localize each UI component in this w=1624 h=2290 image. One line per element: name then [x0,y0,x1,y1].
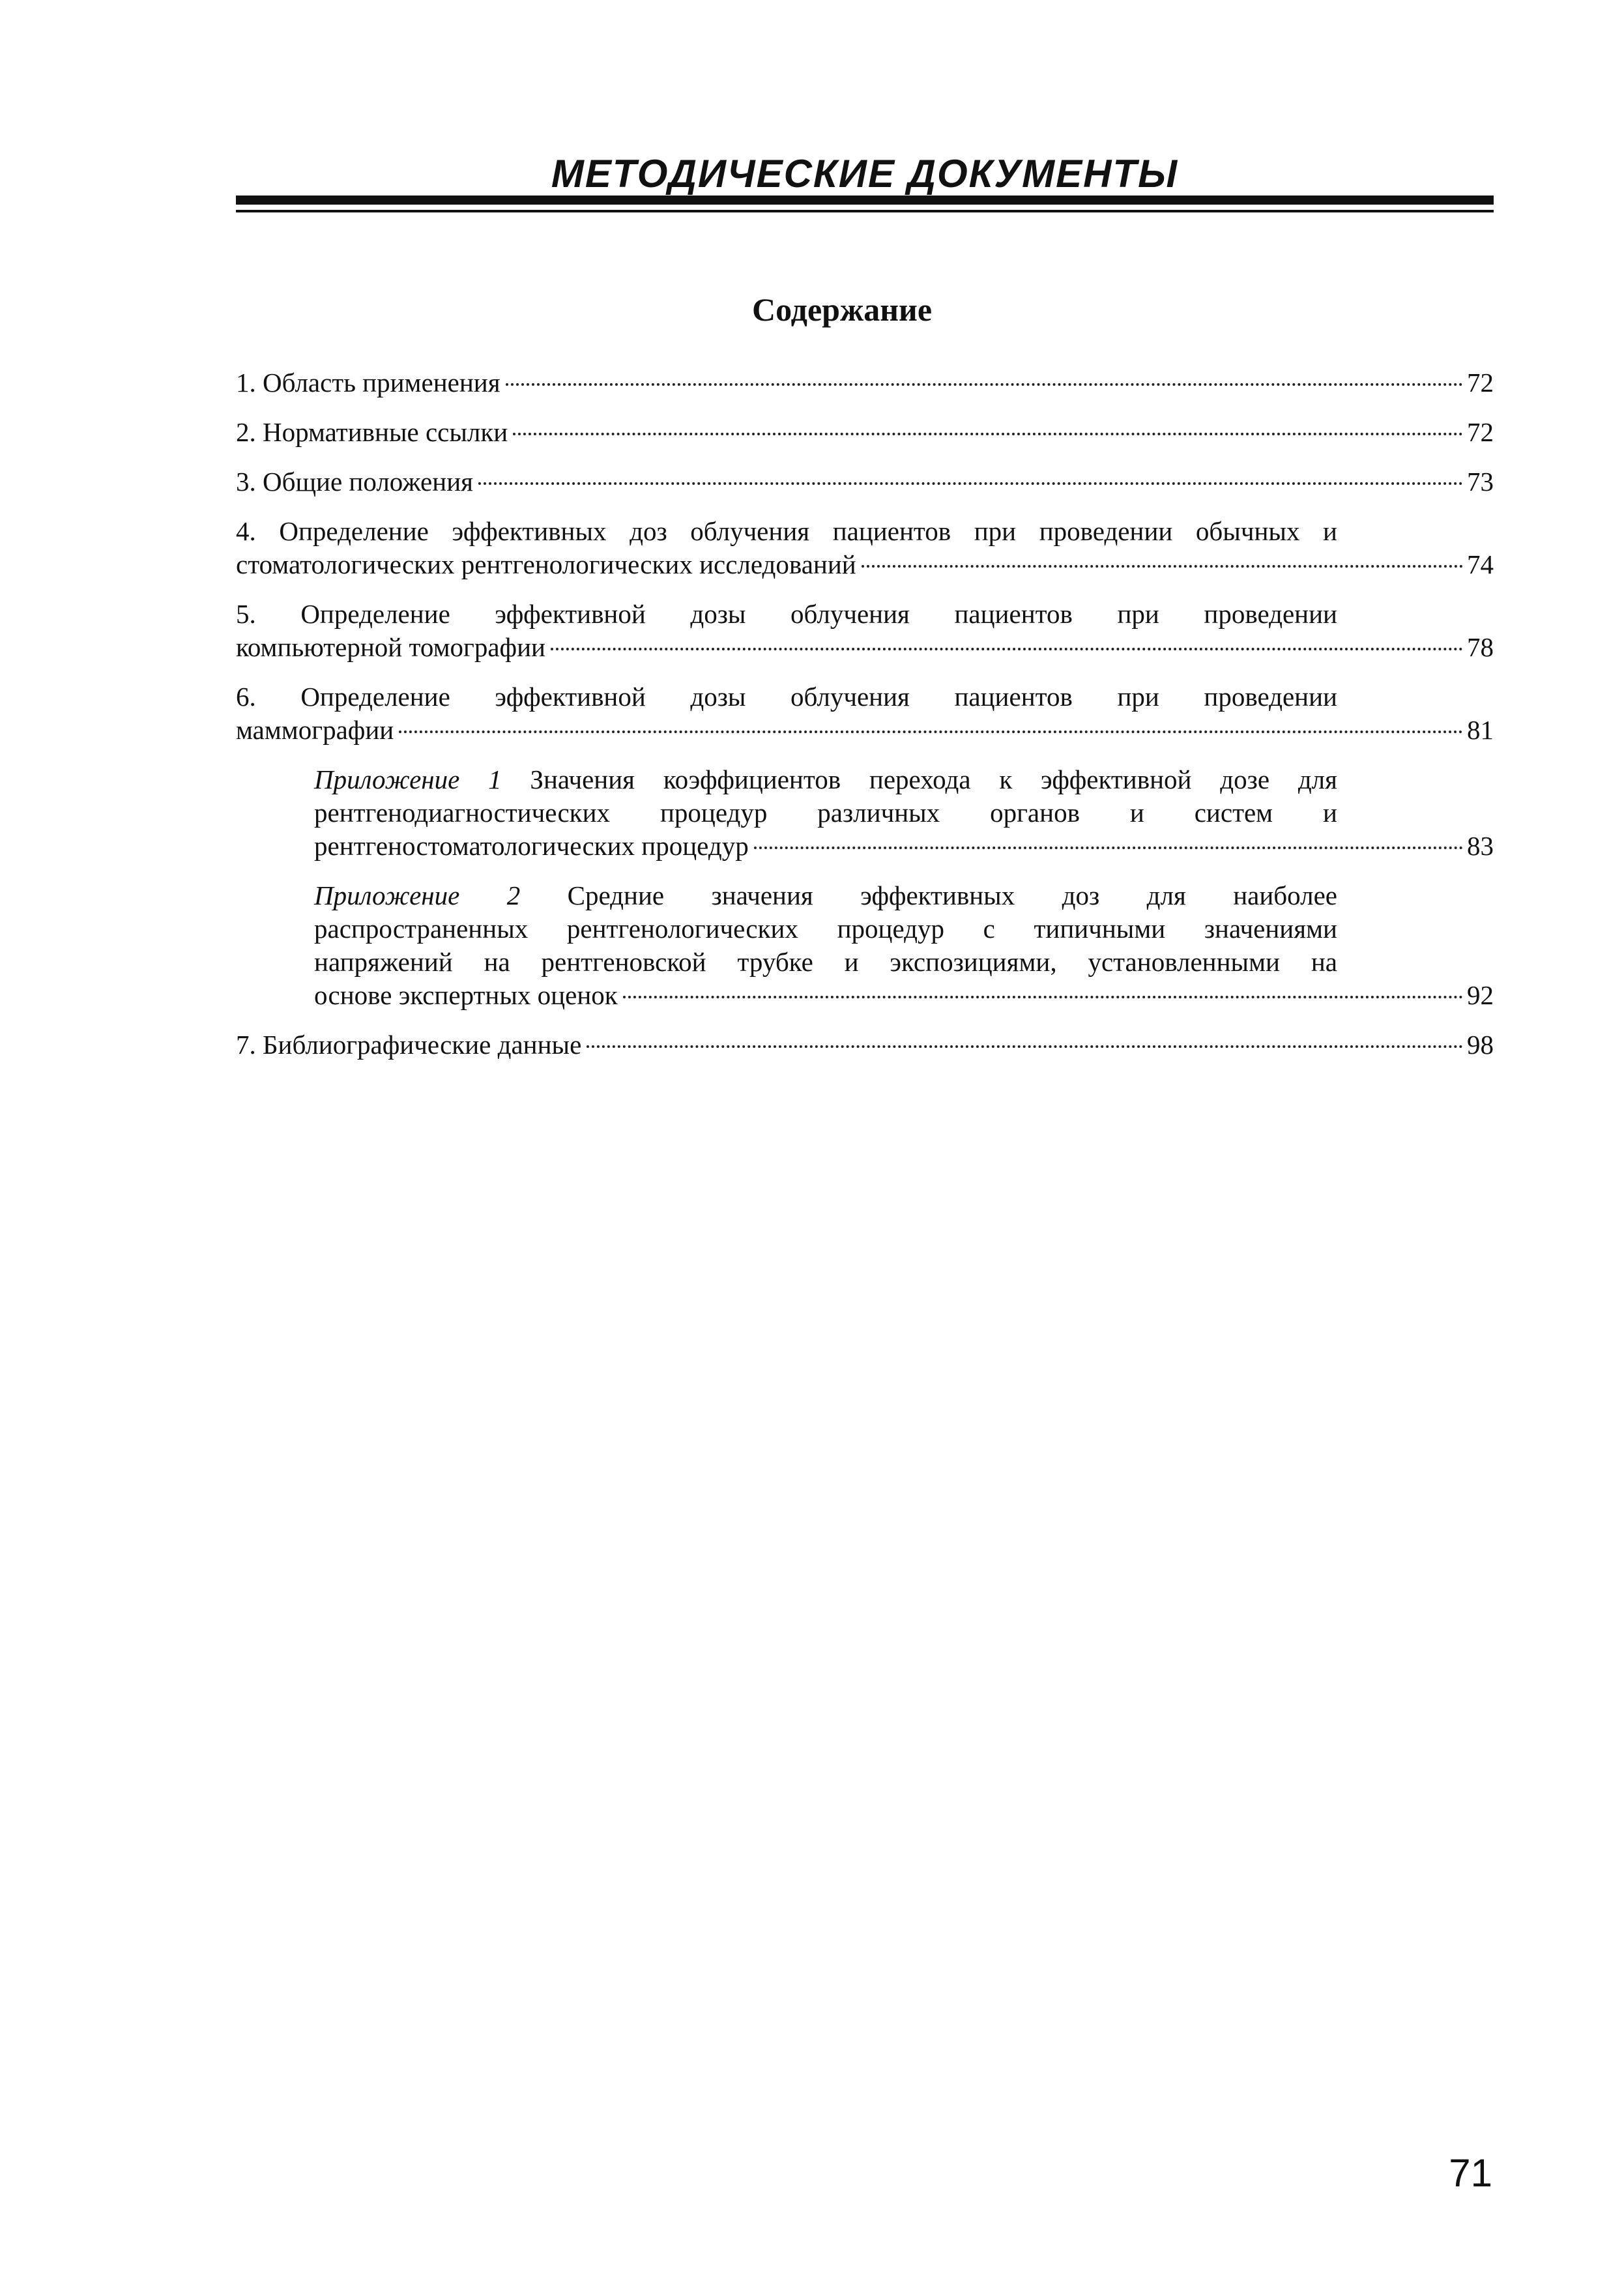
dot-leader [623,996,1463,998]
dot-leader [754,847,1463,849]
dot-leader [399,731,1463,733]
appendix-title-line: Значения коэффициентов перехода к эффективной дозе для [530,764,1337,794]
toc-entry-text-line [314,879,1337,912]
toc-entry-text-line: 4. Определение эффективных доз облучения пациентов при проведении обычных и [236,516,1337,546]
toc-entry-text: стоматологических рентгенологических исследований [236,549,856,579]
appendix-title-line: Средние значения эффективных доз для наиболее [567,880,1337,910]
dot-leader [506,383,1463,386]
toc-entry-3[interactable] [236,465,1494,499]
toc-entry-7[interactable] [236,1028,1494,1062]
dot-leader [513,433,1463,435]
appendix-label: Приложение 2 [314,880,521,910]
toc-page-number: 72 [1467,417,1494,447]
toc-page-number: 74 [1467,549,1494,579]
toc-page-number: 72 [1467,368,1494,398]
toc-entry-4[interactable] [236,515,1494,581]
toc-entry-text: 2. Нормативные ссылки [236,417,508,447]
toc-entry-text-line [314,763,1337,796]
running-header: МЕТОДИЧЕСКИЕ ДОКУМЕНТЫ [551,152,1179,196]
toc-entry-appendix-2[interactable] [314,879,1494,1012]
toc-entry-text-line: распространенных рентгенологических процедур с типичными значениями [314,914,1337,944]
toc-entry-appendix-1[interactable] [314,763,1494,863]
toc-entry-text-line: рентгенодиагностических процедур различных органов и систем и [314,798,1337,828]
toc-entry-text: 3. Общие положения [236,467,473,497]
toc-entry-text: 1. Область применения [236,368,500,398]
toc-entry-text: основе экспертных оценок [314,980,618,1010]
header-rule-thick [236,196,1494,205]
toc-page-number: 98 [1467,1030,1494,1060]
toc-entry-text: 7. Библиографические данные [236,1030,582,1060]
toc-entry-6[interactable] [236,680,1494,747]
dot-leader [862,565,1463,568]
toc-page-number: 92 [1467,980,1494,1010]
toc-entry-5[interactable] [236,598,1494,664]
dot-leader [551,648,1463,650]
toc-page-number: 78 [1467,632,1494,662]
appendix-label: Приложение 1 [314,764,502,794]
toc-entry-2[interactable] [236,416,1494,449]
toc-entry-text: рентгеностоматологических процедур [314,831,749,861]
toc-entry-text-line: напряжений на рентгеновской трубке и экспозициями, установленными на [314,947,1337,977]
toc-title: Содержание [751,291,933,328]
toc-page-number: 81 [1467,715,1494,745]
toc-entry-text: компьютерной томографии [236,632,545,662]
toc-page-number: 73 [1467,467,1494,497]
toc-entry-text-line: 5. Определение эффективной дозы облучения пациентов при проведении [236,599,1337,629]
page-number: 71 [1449,2151,1492,2195]
toc-entry-1[interactable] [236,366,1494,399]
dot-leader [587,1045,1463,1048]
table-of-contents [236,366,1494,1078]
header-rule-thin [236,210,1494,212]
dot-leader [478,482,1463,485]
toc-entry-text: маммографии [236,715,394,745]
toc-page-number: 83 [1467,831,1494,861]
toc-entry-text-line: 6. Определение эффективной дозы облучения пациентов при проведении [236,682,1337,712]
